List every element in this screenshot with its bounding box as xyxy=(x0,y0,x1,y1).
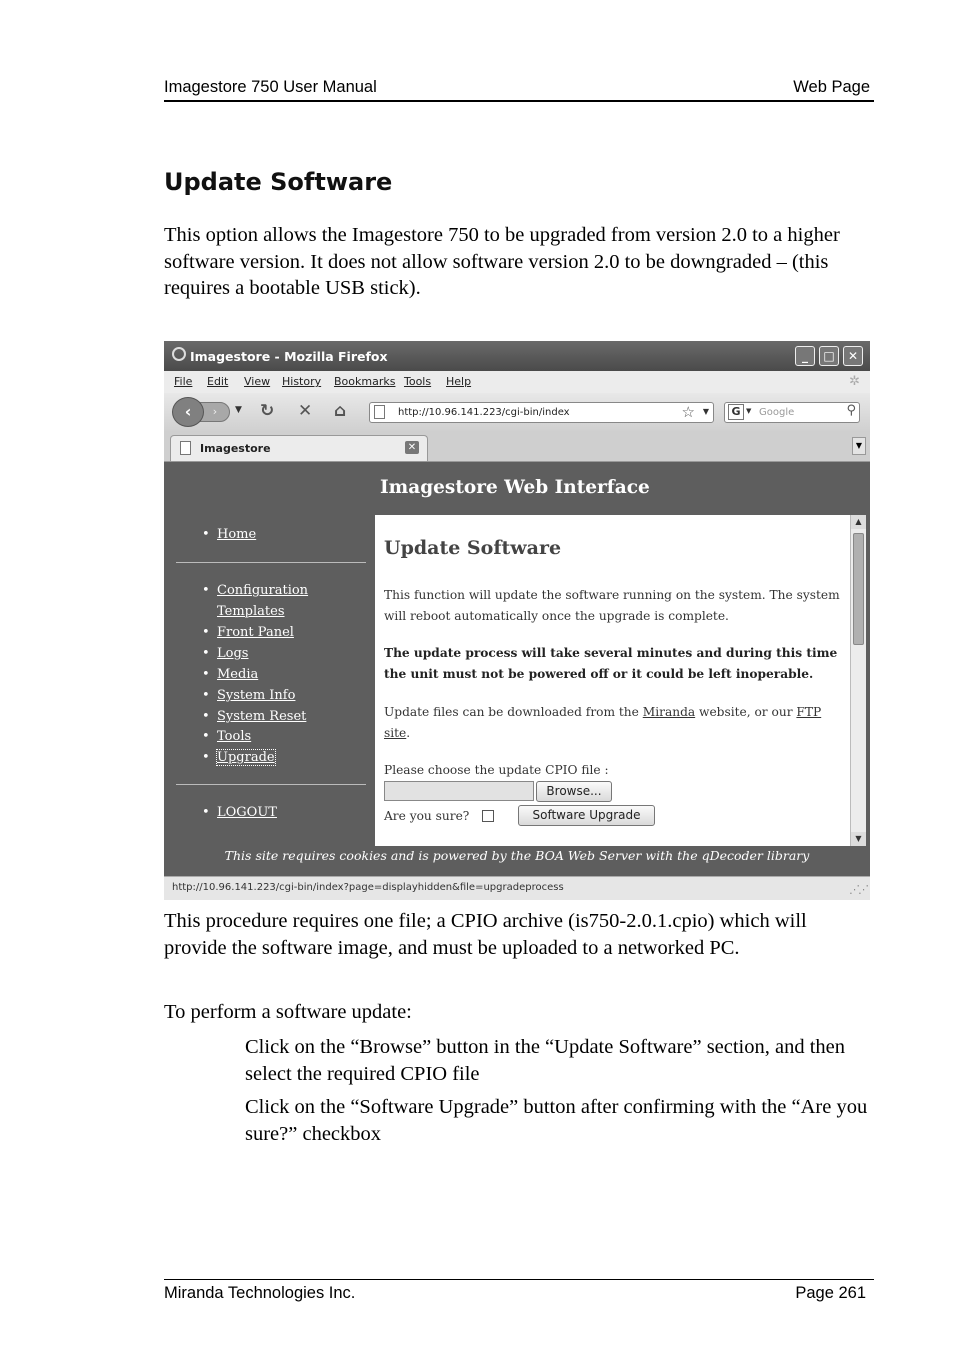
file-path-input[interactable] xyxy=(384,781,534,801)
pane-download-info: Update files can be downloaded from the Miranda website, or our FTP site. xyxy=(384,705,822,740)
home-icon[interactable]: ⌂ xyxy=(334,401,347,421)
pane-description: This function will update the software running on the system. The system will reboot automatically once the upgrade is complete. xyxy=(384,588,840,623)
scroll-thumb[interactable] xyxy=(853,533,864,645)
nav-link-front-panel[interactable]: Front Panel xyxy=(217,625,294,640)
search-engine-icon[interactable]: G xyxy=(728,404,744,420)
page-header xyxy=(164,76,874,102)
miranda-link[interactable]: Miranda xyxy=(642,705,696,719)
bookmark-star-icon[interactable]: ☆ xyxy=(681,403,695,421)
nav-link-templates[interactable]: Templates xyxy=(217,604,285,619)
firefox-icon xyxy=(172,347,186,361)
pane-heading: Update Software xyxy=(384,537,562,559)
close-window-button[interactable]: ✕ xyxy=(843,346,863,366)
throbber-icon: ✲ xyxy=(849,374,860,389)
procedure-intro: To perform a software update: xyxy=(164,1001,412,1023)
scroll-down-icon[interactable]: ▼ xyxy=(851,832,866,846)
window-title: Imagestore - Mozilla Firefox xyxy=(190,349,388,364)
footer-page-number: Page 261 xyxy=(795,1284,866,1302)
intro-paragraph: This option allows the Imagestore 750 to be upgraded from version 2.0 to a higher software version. It does not allow software version 2.0 to be downgraded – (this requires a bootable USB stick). xyxy=(164,224,840,299)
tab-page-icon xyxy=(180,441,191,455)
nav-link-home[interactable]: Home xyxy=(217,527,257,542)
browser-screenshot xyxy=(164,341,870,900)
step-item: Click on the “Software Upgrade” button after confirming with the “Are you sure?” checkbox xyxy=(245,1096,868,1145)
menu-edit[interactable]: Edit xyxy=(207,375,229,388)
tab-list-icon[interactable]: ▼ xyxy=(852,437,866,455)
software-upgrade-button[interactable]: Software Upgrade xyxy=(518,805,655,826)
update-software-pane xyxy=(375,515,850,846)
address-url: http://10.96.141.223/cgi-bin/index xyxy=(398,407,570,418)
search-icon[interactable]: ⚲ xyxy=(846,403,856,418)
reload-icon[interactable]: ↻ xyxy=(260,401,275,421)
menu-view[interactable]: View xyxy=(244,375,271,388)
search-placeholder: Google xyxy=(759,407,795,418)
menu-history[interactable]: History xyxy=(282,375,322,388)
page-footer xyxy=(164,1279,874,1302)
section-title: Update Software xyxy=(164,168,393,196)
web-content xyxy=(164,462,870,876)
site-footer-note: This site requires cookies and is powered by the BOA Web Server with the qDecoder library xyxy=(224,848,810,863)
browser-title-bar xyxy=(164,341,870,371)
resize-grip-icon[interactable]: ⋰⋰ xyxy=(849,883,867,896)
tab-imagestore[interactable] xyxy=(170,435,428,461)
nav-link-media[interactable]: Media xyxy=(217,667,259,682)
nav-divider xyxy=(176,562,366,563)
pane-warning: The update process will take several minutes and during this time the unit must not be powered off or it could be left inoperable. xyxy=(384,646,838,681)
search-input[interactable] xyxy=(724,402,860,423)
nav-link-system-info[interactable]: System Info xyxy=(217,688,296,703)
navigation-toolbar xyxy=(164,393,870,431)
search-engine-dropdown-icon[interactable]: ▼ xyxy=(746,407,752,415)
ftp-site-link[interactable]: FTP site xyxy=(384,705,822,740)
url-dropdown-icon[interactable]: ▼ xyxy=(702,407,709,416)
procedure-steps xyxy=(245,1034,875,1154)
scroll-up-icon[interactable]: ▲ xyxy=(851,515,866,529)
nav-link-upgrade[interactable]: Upgrade xyxy=(217,750,275,765)
tab-close-icon[interactable]: ✕ xyxy=(405,441,419,454)
confirm-label: Are you sure? xyxy=(384,809,470,823)
menu-help[interactable]: Help xyxy=(446,375,472,388)
address-bar[interactable] xyxy=(369,402,714,423)
status-url: http://10.96.141.223/cgi-bin/index?page=displayhidden&file=upgradeprocess xyxy=(172,882,564,893)
nav-link-system-reset[interactable]: System Reset xyxy=(217,709,307,724)
tab-strip xyxy=(164,431,870,462)
step-item: Click on the “Browse” button in the “Update Software” section, and then select the required CPIO file xyxy=(245,1036,846,1085)
header-manual-title: Imagestore 750 User Manual xyxy=(164,78,377,96)
menu-bookmarks[interactable]: Bookmarks xyxy=(334,375,396,388)
procedure-note: This procedure requires one file; a CPIO archive (is750-2.0.1.cpio) which will provide the software image, and must be uploaded to a networked PC. xyxy=(164,910,807,959)
tab-title: Imagestore xyxy=(200,442,271,455)
nav-link-logout[interactable]: LOGOUT xyxy=(217,805,277,820)
menu-file[interactable]: File xyxy=(174,375,193,388)
browse-button[interactable]: Browse... xyxy=(536,781,612,802)
maximize-button[interactable]: □ xyxy=(819,346,839,366)
history-dropdown-icon[interactable]: ▼ xyxy=(235,405,242,415)
are-you-sure-checkbox[interactable] xyxy=(482,810,494,822)
status-bar xyxy=(164,876,870,900)
nav-link-configuration[interactable]: Configuration xyxy=(217,583,309,598)
pane-scrollbar[interactable] xyxy=(850,515,866,846)
site-title: Imagestore Web Interface xyxy=(380,477,650,498)
minimize-button[interactable]: _ xyxy=(795,346,815,366)
back-button[interactable]: ‹ xyxy=(172,397,204,427)
menu-bar xyxy=(164,371,870,393)
menu-tools[interactable]: Tools xyxy=(404,375,432,388)
stop-icon[interactable]: ✕ xyxy=(298,401,313,421)
nav-divider xyxy=(176,784,366,785)
choose-file-label: Please choose the update CPIO file : xyxy=(384,763,609,777)
nav-link-tools[interactable]: Tools xyxy=(217,729,252,744)
forward-button[interactable]: › xyxy=(200,402,230,422)
nav-link-logs[interactable]: Logs xyxy=(217,646,249,661)
header-section: Web Page xyxy=(793,78,870,96)
page-icon xyxy=(374,405,385,419)
sidebar-nav: • Home • Configuration Templates • Front Panel • Logs • Media • System Info • System Reset • Tools • Upgrade • LOGOUT xyxy=(164,514,374,854)
footer-company: Miranda Technologies Inc. xyxy=(164,1284,356,1302)
